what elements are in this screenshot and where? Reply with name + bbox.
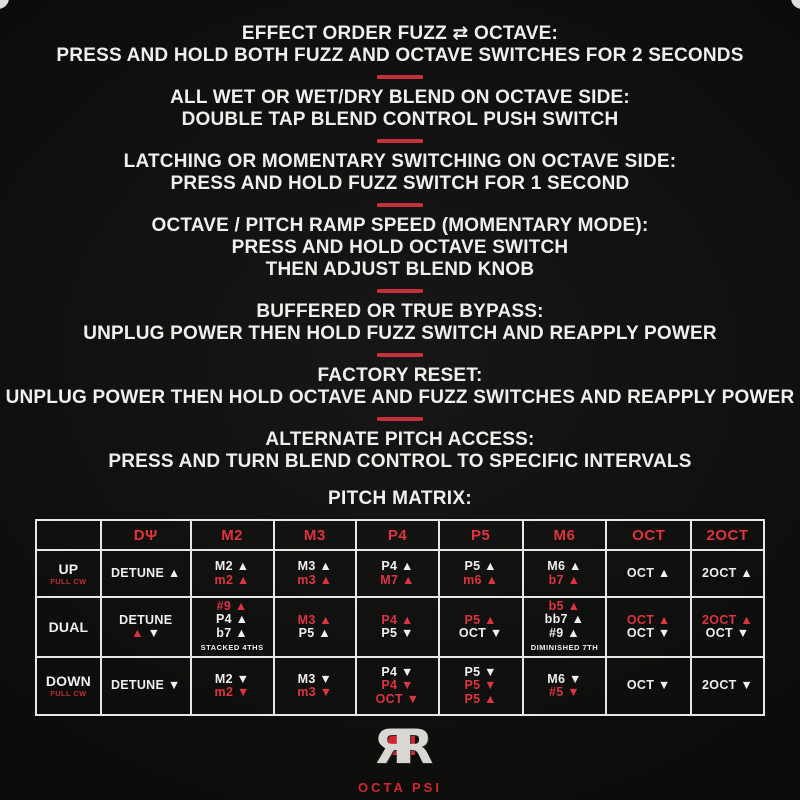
pitch-cell-line bbox=[524, 686, 606, 700]
pitch-text: OCT ▼ bbox=[626, 626, 671, 640]
pitch-text: P5 ▲ bbox=[298, 626, 332, 640]
pitch-cell-line bbox=[192, 613, 273, 627]
pitch-cell-line bbox=[440, 666, 522, 680]
pitch-cell-line bbox=[192, 560, 273, 574]
pitch-text: STACKED 4THS bbox=[200, 643, 264, 652]
pitch-text: bb7 ▲ bbox=[544, 612, 585, 626]
pitch-matrix-cell bbox=[191, 657, 274, 715]
pitch-text: P4 ▲ bbox=[381, 612, 414, 627]
pitch-cell-line bbox=[524, 673, 606, 687]
instruction-line: PRESS AND HOLD FUZZ SWITCH FOR 1 SECOND bbox=[170, 173, 630, 194]
pitch-text: b7 ▲ bbox=[548, 572, 581, 587]
pitch-text: P5 ▲ bbox=[464, 691, 497, 706]
row-sublabel-text: FULL CW bbox=[50, 689, 87, 698]
pitch-matrix-title: PITCH MATRIX: bbox=[328, 488, 472, 509]
pitch-cell-line bbox=[607, 567, 690, 581]
pitch-cell-line bbox=[102, 679, 190, 693]
instruction-line: PRESS AND TURN BLEND CONTROL TO SPECIFIC INTERVALS bbox=[108, 451, 692, 472]
pitch-text: P5 ▼ bbox=[464, 664, 497, 679]
pitch-matrix-cell bbox=[356, 597, 439, 657]
instruction-section bbox=[0, 87, 800, 131]
pitch-text: 2OCT ▼ bbox=[702, 678, 754, 693]
octa-psi-logo bbox=[373, 720, 421, 778]
pitch-text: P4 ▼ bbox=[381, 664, 414, 679]
pitch-text: M6 ▼ bbox=[547, 671, 582, 686]
pitch-text: P5 ▲ bbox=[464, 612, 497, 627]
pitch-matrix-cell bbox=[101, 597, 191, 657]
pitch-text: m3 ▼ bbox=[297, 685, 333, 699]
pitch-cell-line bbox=[357, 560, 438, 574]
pitch-cell-line bbox=[524, 600, 606, 614]
pitch-cell-line bbox=[357, 666, 438, 680]
pitch-matrix-column-header bbox=[36, 520, 101, 550]
instruction-line: UNPLUG POWER THEN HOLD FUZZ SWITCH AND REAPPLY POWER bbox=[83, 323, 717, 344]
pitch-matrix-cell bbox=[356, 657, 439, 715]
pitch-cell-line bbox=[357, 574, 438, 588]
pitch-matrix-cell bbox=[101, 657, 191, 715]
pitch-text: m2 ▼ bbox=[214, 685, 250, 699]
pitch-matrix-cell bbox=[606, 657, 691, 715]
instruction-heading: BUFFERED OR TRUE BYPASS: bbox=[256, 301, 544, 322]
pitch-matrix-column-header: M3 bbox=[274, 520, 357, 550]
pitch-text: P4 ▲ bbox=[381, 559, 414, 573]
instruction-section bbox=[0, 23, 800, 67]
pitch-matrix-column-header: DΨ bbox=[101, 520, 191, 550]
pitch-cell-line bbox=[524, 560, 606, 574]
pitch-matrix-row bbox=[36, 550, 764, 597]
section-divider bbox=[377, 203, 423, 207]
pitch-text: M2 ▼ bbox=[214, 671, 250, 686]
row-label-text: UP bbox=[58, 560, 79, 577]
instruction-line: DOUBLE TAP BLEND CONTROL PUSH SWITCH bbox=[181, 109, 619, 130]
pitch-text: 2OCT ▲ bbox=[702, 565, 754, 580]
pitch-cell-line bbox=[607, 614, 690, 628]
pitch-matrix-cell bbox=[523, 657, 607, 715]
pitch-matrix-cell bbox=[691, 550, 764, 597]
pitch-matrix-row-label bbox=[36, 550, 101, 597]
pitch-text: 2OCT ▲ bbox=[702, 612, 754, 627]
section-divider bbox=[377, 139, 423, 143]
pitch-matrix-column-header: P5 bbox=[439, 520, 523, 550]
instruction-section bbox=[0, 429, 800, 473]
instruction-section bbox=[0, 151, 800, 195]
pitch-cell-line bbox=[524, 627, 606, 641]
pitch-matrix-cell bbox=[191, 597, 274, 657]
pitch-matrix-header-row bbox=[36, 520, 764, 550]
pitch-text: P4 ▼ bbox=[381, 678, 414, 693]
pitch-matrix-cell bbox=[274, 657, 357, 715]
pitch-text: #5 ▼ bbox=[548, 685, 580, 699]
pitch-matrix-cell bbox=[606, 550, 691, 597]
pitch-cell-line bbox=[357, 679, 438, 693]
row-sublabel-text: FULL CW bbox=[50, 576, 87, 586]
pitch-cell-line bbox=[357, 627, 438, 641]
pitch-matrix-row-label bbox=[36, 597, 101, 657]
section-divider bbox=[377, 75, 423, 79]
pitch-cell-line bbox=[607, 679, 690, 693]
pitch-cell-line bbox=[692, 627, 763, 641]
pitch-text: DIMINISHED 7TH bbox=[530, 643, 599, 652]
instruction-line: THEN ADJUST BLEND KNOB bbox=[265, 259, 535, 280]
pitch-text: M2 ▲ bbox=[214, 559, 250, 573]
row-label-text: DUAL bbox=[48, 618, 89, 635]
pitch-text: ▼ bbox=[143, 626, 161, 640]
pitch-cell-line bbox=[192, 686, 273, 700]
pitch-cell-line bbox=[440, 560, 522, 574]
brand-name: OCTA PSI bbox=[358, 780, 442, 795]
pitch-text: OCT ▼ bbox=[458, 626, 503, 640]
pitch-text: OCT ▲ bbox=[626, 565, 671, 580]
pitch-matrix-cell bbox=[691, 657, 764, 715]
pitch-cell-line bbox=[275, 627, 356, 641]
pitch-text: b5 ▲ bbox=[548, 598, 581, 613]
pitch-text: DETUNE bbox=[119, 612, 173, 627]
pitch-matrix-row bbox=[36, 597, 764, 657]
pitch-text: #9 ▲ bbox=[548, 625, 580, 640]
pitch-cell-line bbox=[102, 627, 190, 641]
instruction-line: UNPLUG POWER THEN HOLD OCTAVE AND FUZZ SWITCHES AND REAPPLY POWER bbox=[5, 387, 795, 408]
pitch-matrix-cell bbox=[523, 597, 607, 657]
pitch-cell-line bbox=[275, 686, 356, 700]
pitch-matrix-cell bbox=[274, 597, 357, 657]
pitch-matrix-cell bbox=[606, 597, 691, 657]
pitch-cell-line bbox=[440, 574, 522, 588]
pitch-text: M3 ▲ bbox=[297, 559, 333, 573]
instruction-heading: EFFECT ORDER FUZZ ⇄ OCTAVE: bbox=[241, 23, 559, 44]
pitch-text: OCT ▼ bbox=[705, 626, 750, 640]
pitch-cell-line bbox=[692, 567, 763, 581]
pitch-cell-line bbox=[607, 627, 690, 641]
pitch-cell-line bbox=[192, 673, 273, 687]
instruction-section bbox=[0, 301, 800, 345]
pitch-text: m3 ▲ bbox=[297, 572, 333, 587]
pitch-cell-line bbox=[102, 614, 190, 628]
pitch-text: m6 ▲ bbox=[463, 572, 499, 587]
instruction-line: PRESS AND HOLD OCTAVE SWITCH bbox=[231, 237, 569, 258]
pitch-matrix-cell bbox=[101, 550, 191, 597]
pitch-matrix-cell bbox=[191, 550, 274, 597]
pitch-text: OCT ▲ bbox=[626, 612, 671, 627]
row-label-text: DOWN bbox=[45, 673, 91, 689]
instruction-heading: LATCHING OR MOMENTARY SWITCHING ON OCTAVE SIDE: bbox=[123, 151, 677, 172]
pitch-cell-line bbox=[692, 614, 763, 628]
pitch-text: P5 ▲ bbox=[464, 559, 497, 573]
pitch-matrix-column-header: OCT bbox=[606, 520, 691, 550]
pitch-matrix-cell bbox=[356, 550, 439, 597]
section-divider bbox=[377, 417, 423, 421]
pitch-cell-line bbox=[192, 574, 273, 588]
section-divider bbox=[377, 353, 423, 357]
instruction-heading: FACTORY RESET: bbox=[317, 365, 483, 386]
pitch-text: ▲ bbox=[131, 626, 144, 640]
pitch-cell-line bbox=[524, 640, 606, 655]
instruction-line: PRESS AND HOLD BOTH FUZZ AND OCTAVE SWITCHES FOR 2 SECONDS bbox=[56, 45, 744, 66]
pitch-cell-line bbox=[275, 560, 356, 574]
pitch-cell-line bbox=[192, 600, 273, 614]
section-divider bbox=[377, 289, 423, 293]
pitch-text: M7 ▲ bbox=[380, 572, 415, 587]
pitch-cell-line bbox=[524, 574, 606, 588]
pitch-text: OCT ▼ bbox=[626, 678, 671, 693]
pitch-text: M3 ▲ bbox=[297, 612, 333, 627]
pitch-matrix-cell bbox=[439, 657, 523, 715]
instruction-section bbox=[0, 365, 800, 409]
pitch-matrix-cell bbox=[523, 550, 607, 597]
pitch-text: b7 ▲ bbox=[216, 625, 248, 640]
instruction-heading: ALTERNATE PITCH ACCESS: bbox=[265, 429, 535, 450]
pitch-cell-line bbox=[440, 614, 522, 628]
pitch-text: #9 ▲ bbox=[216, 598, 248, 613]
pitch-text: DETUNE ▲ bbox=[110, 565, 181, 580]
pitch-cell-line bbox=[275, 673, 356, 687]
pitch-text: M3 ▼ bbox=[297, 671, 333, 686]
pitch-matrix-column-header: M6 bbox=[523, 520, 607, 550]
pitch-matrix-row bbox=[36, 657, 764, 715]
pitch-cell-line bbox=[357, 614, 438, 628]
pitch-text: M6 ▲ bbox=[547, 559, 582, 573]
pitch-matrix-cell bbox=[439, 597, 523, 657]
pitch-matrix-cell bbox=[439, 550, 523, 597]
pitch-text: OCT ▼ bbox=[375, 691, 420, 706]
pitch-matrix-column-header: 2OCT bbox=[691, 520, 764, 550]
pitch-text: P5 ▼ bbox=[464, 678, 497, 693]
pitch-cell-line bbox=[102, 567, 190, 581]
footer bbox=[0, 722, 800, 795]
instruction-heading: ALL WET OR WET/DRY BLEND ON OCTAVE SIDE: bbox=[170, 87, 630, 108]
pitch-cell-line bbox=[692, 679, 763, 693]
pitch-cell-line bbox=[192, 640, 273, 655]
pitch-cell-line bbox=[357, 693, 438, 707]
pitch-cell-line bbox=[192, 627, 273, 641]
pitch-matrix-column-header: M2 bbox=[191, 520, 274, 550]
pitch-cell-line bbox=[440, 693, 522, 707]
instruction-heading: OCTAVE / PITCH RAMP SPEED (MOMENTARY MODE): bbox=[151, 215, 649, 236]
pitch-text: P5 ▼ bbox=[381, 626, 414, 640]
pitch-matrix-table bbox=[35, 519, 765, 716]
pitch-matrix-column-header: P4 bbox=[356, 520, 439, 550]
pitch-text: m2 ▲ bbox=[214, 572, 250, 587]
pitch-cell-line bbox=[440, 627, 522, 641]
pitch-matrix-cell bbox=[274, 550, 357, 597]
instruction-section bbox=[0, 215, 800, 281]
pitch-matrix-row-label bbox=[36, 657, 101, 715]
logo-monogram: ЯR bbox=[373, 720, 421, 775]
pitch-text: P4 ▲ bbox=[215, 612, 249, 626]
pitch-cell-line bbox=[440, 679, 522, 693]
pitch-matrix-cell bbox=[691, 597, 764, 657]
pitch-cell-line bbox=[524, 613, 606, 627]
pitch-text: DETUNE ▼ bbox=[110, 678, 181, 693]
pitch-matrix-table-container bbox=[35, 519, 765, 716]
pitch-cell-line bbox=[275, 614, 356, 628]
pitch-cell-line bbox=[275, 574, 356, 588]
